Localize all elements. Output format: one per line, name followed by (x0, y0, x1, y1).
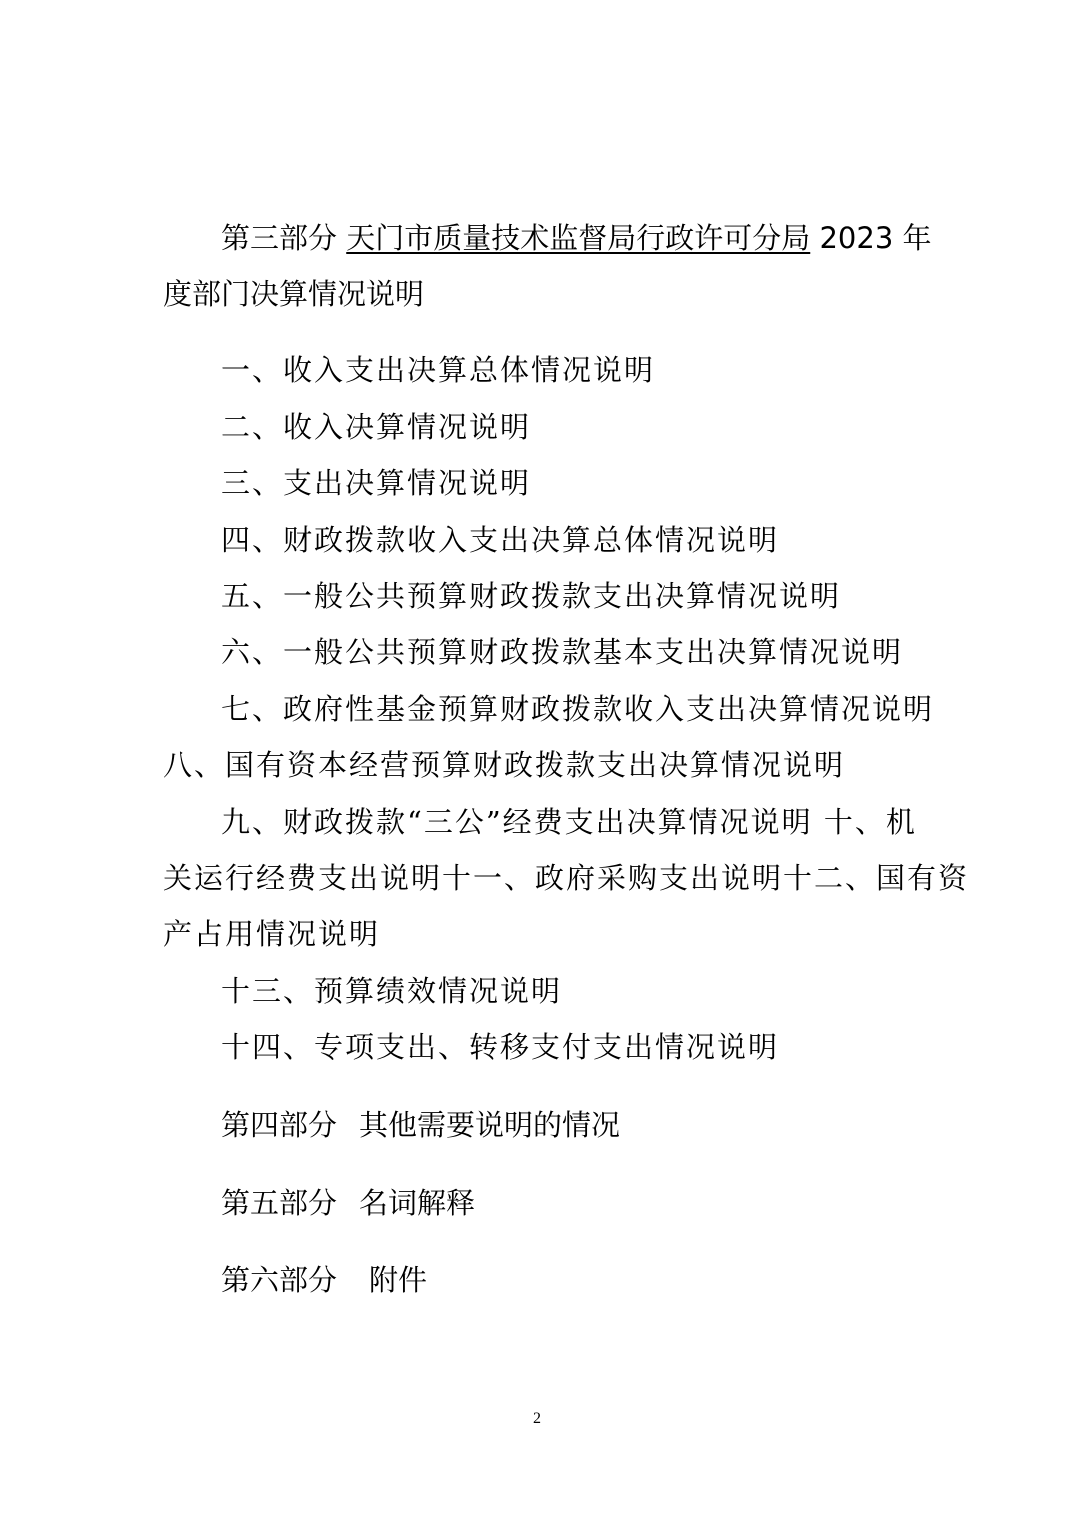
section-label: 第五部分 (221, 1186, 338, 1220)
section-four (221, 1107, 620, 1143)
section-six (221, 1262, 427, 1298)
section-label: 第四部分 (221, 1108, 338, 1142)
section-name: 附件 (369, 1263, 428, 1297)
section-name: 名词解释 (359, 1186, 476, 1220)
title-year: 2023 年 (819, 221, 932, 255)
title-line-2: 度部门决算情况说明 (163, 277, 425, 311)
list-item: 十四、专项支出、转移支付支出情况说明 (221, 1030, 780, 1064)
title-org-name: 天门市质量技术监督局行政许可分局 (346, 221, 811, 255)
list-item: 六、一般公共预算财政拨款基本支出决算情况说明 (221, 635, 904, 669)
list-item: 七、政府性基金预算财政拨款收入支出决算情况说明 (221, 692, 935, 726)
section-five (221, 1185, 475, 1221)
list-item: 五、一般公共预算财政拨款支出决算情况说明 (221, 579, 842, 613)
list-item: 二、收入决算情况说明 (221, 410, 532, 444)
section-label: 第六部分 (221, 1263, 338, 1297)
list-item: 十三、预算绩效情况说明 (221, 974, 563, 1008)
title-prefix: 第三部分 (221, 221, 338, 255)
list-item: 关运行经费支出说明十一、政府采购支出说明十二、国有资 (163, 861, 970, 895)
list-item: 八、国有资本经营预算财政拨款支出决算情况说明 (163, 748, 846, 782)
list-item: 三、支出决算情况说明 (221, 466, 532, 500)
page-number: 2 (533, 1410, 541, 1427)
section-name: 其他需要说明的情况 (359, 1108, 621, 1142)
list-item: 九、财政拨款“三公”经费支出决算情况说明 十、机 (221, 805, 917, 839)
list-item: 四、财政拨款收入支出决算总体情况说明 (221, 523, 780, 557)
title-line-1 (221, 220, 932, 256)
list-item: 一、收入支出决算总体情况说明 (221, 353, 656, 387)
list-item: 产占用情况说明 (163, 917, 381, 951)
